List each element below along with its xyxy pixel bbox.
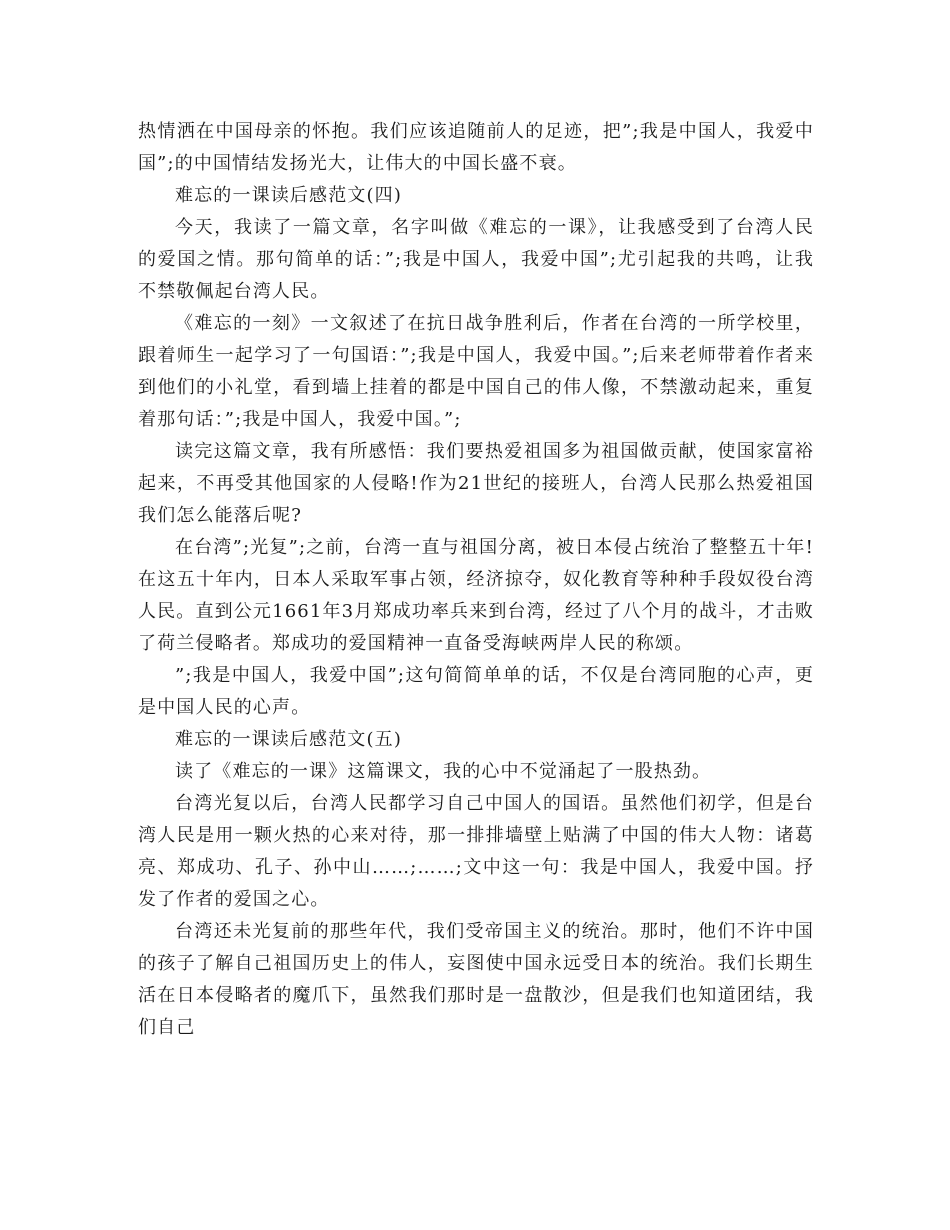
paragraph: 《难忘的一刻》一文叙述了在抗日战争胜利后，作者在台湾的一所学校里，跟着师生一起学习了一句国语：”;我是中国人，我爱中国。”;后来老师带着作者来到他们的小礼堂，看到墙上挂着的都是中国自己的伟人像，不禁激动起来，重复着那句话：”;我是中国人，我爱中国。”; [138,313,814,430]
paragraph: 在台湾”;光复”;之前，台湾一直与祖国分离，被日本侵占统治了整整五十年!在这五十年内，日本人采取军事占领，经济掠夺，奴化教育等种种手段奴役台湾人民。直到公元1661年3月郑成功率兵来到台湾，经过了八个月的战斗，才击败了荷兰侵略者。郑成功的爱国精神一直备受海峡两岸人民的称颂。 [138,537,814,654]
section-heading: 难忘的一课读后感范文(四) [175,185,402,206]
paragraph: 今天，我读了一篇文章，名字叫做《难忘的一课》，让我感受到了台湾人民的爱国之情。那句简单的话：”;我是中国人，我爱中国”;尤引起我的共鸣，让我不禁敬佩起台湾人民。 [138,217,814,302]
paragraph: ”;我是中国人，我爱中国”;这句简简单单的话，不仅是台湾同胞的心声，更是中国人民的心声。 [138,665,814,718]
paragraph: 台湾光复以后，台湾人民都学习自己中国人的国语。虽然他们初学，但是台湾人民是用一颗火热的心来对待，那一排排墙壁上贴满了中国的伟大人物：诸葛亮、郑成功、孔子、孙中山……;……;文中这一句：我是中国人，我爱中国。抒发了作者的爱国之心。 [138,793,814,910]
section-heading: 难忘的一课读后感范文(五) [175,729,402,750]
document-page [138,116,814,1044]
paragraph: 热情洒在中国母亲的怀抱。我们应该追随前人的足迹，把”;我是中国人，我爱中国”;的中国情结发扬光大，让伟大的中国长盛不衰。 [138,121,814,174]
paragraph: 读了《难忘的一课》这篇课文，我的心中不觉涌起了一股热劲。 [175,761,712,782]
paragraph: 读完这篇文章，我有所感悟：我们要热爱祖国多为祖国做贡献，使国家富裕起来，不再受其他国家的人侵略!作为21世纪的接班人，台湾人民那么热爱祖国我们怎么能落后呢? [138,441,814,526]
paragraph: 台湾还未光复前的那些年代，我们受帝国主义的统治。那时，他们不许中国的孩子了解自己祖国历史上的伟人，妄图使中国永远受日本的统治。我们长期生活在日本侵略者的魔爪下，虽然我们那时是一盘散沙，但是我们也知道团结，我们自己 [138,921,814,1038]
